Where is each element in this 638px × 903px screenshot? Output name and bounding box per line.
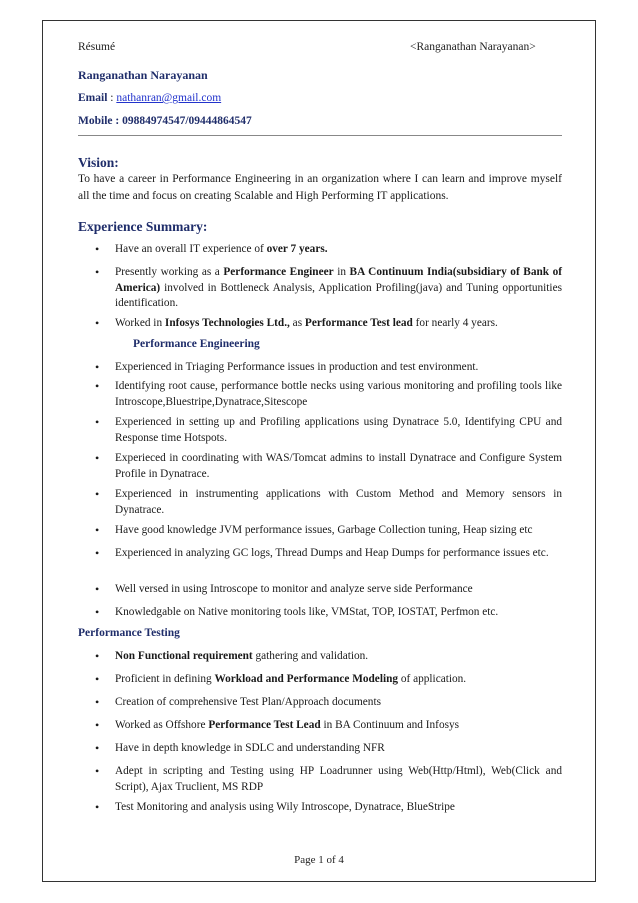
- list-item: • Experienced in instrumenting applications with Custom Method and Memory sensors in Dynatrace.: [95, 487, 562, 516]
- list-item: • Proficient in defining Workload and Performance Modeling of application.: [95, 672, 467, 686]
- list-item: • Non Functional requirement gathering and validation.: [95, 649, 369, 663]
- page-footer: Page 1 of 4: [294, 854, 344, 866]
- list-item: • Creation of comprehensive Test Plan/Approach documents: [95, 695, 381, 709]
- vision-heading: Vision:: [78, 155, 119, 170]
- candidate-name: Ranganathan Narayanan: [78, 68, 208, 82]
- header-divider: [78, 135, 562, 136]
- list-item: • Well versed in using Introscope to monitor and analyze serve side Performance: [95, 582, 473, 596]
- list-item: • Presently working as a Performance Engineer in BA Continuum India(subsidiary of Bank of America) involved in Bottleneck Analysis, Application Profiling(java) and Tuning opportunities identification.: [95, 265, 563, 309]
- list-item: • Experienced in Triaging Performance issues in production and test environment.: [95, 360, 479, 374]
- vision-text: To have a career in Performance Engineering in an organization where I can learn and improve myself all the time and focus on creating Scalable and High Performing IT applications.: [78, 173, 562, 202]
- list-item: • Have an overall IT experience of over 7 years.: [95, 242, 328, 256]
- email-label: Email: [78, 92, 108, 104]
- mobile-number: 09884974547/09444864547: [122, 115, 252, 127]
- list-item: • Adept in scripting and Testing using HP Loadrunner using Web(Http/Html), Web(Click and Script), Ajax Truclient, MS RDP: [95, 764, 562, 793]
- list-item: • Have in depth knowledge in SDLC and understanding NFR: [95, 741, 385, 755]
- list-item: • Identifying root cause, performance bottle necks using various monitoring and profiling tools like Introscope,Bluestripe,Dynatrace,Sitescope: [95, 379, 562, 408]
- perf-testing-heading: Performance Testing: [78, 627, 180, 639]
- email-link[interactable]: nathanran@gmail.com: [116, 92, 222, 104]
- list-item: • Worked in Infosys Technologies Ltd., as Performance Test lead for nearly 4 years.: [95, 316, 498, 330]
- list-item: • Knowledgable on Native monitoring tools like, VMStat, TOP, IOSTAT, Perfmon etc.: [95, 605, 499, 619]
- list-item: • Worked as Offshore Performance Test Lead in BA Continuum and Infosys: [95, 718, 460, 732]
- mobile-line: Mobile : 09884974547/09444864547: [78, 115, 252, 127]
- list-item: • Experieced in coordinating with WAS/Tomcat admins to install Dynatrace and Configure System Profile in Dynatrace.: [95, 451, 562, 480]
- mobile-label: Mobile: [78, 115, 113, 127]
- list-item: • Experienced in analyzing GC logs, Thread Dumps and Heap Dumps for performance issues etc.: [95, 546, 549, 560]
- header-name: <Ranganathan Narayanan>: [410, 41, 536, 53]
- email-line: Email : nathanran@gmail.com: [78, 92, 222, 104]
- list-item: • Have good knowledge JVM performance issues, Garbage Collection tuning, Heap sizing etc: [95, 523, 533, 537]
- perf-engineering-heading: Performance Engineering: [133, 338, 260, 350]
- experience-heading: Experience Summary:: [78, 219, 208, 234]
- list-item: • Experienced in setting up and Profiling applications using Dynatrace 5.0, Identifying CPU and Response time Hotspots.: [95, 415, 562, 444]
- list-item: • Test Monitoring and analysis using Wily Introscope, Dynatrace, BlueStripe: [95, 800, 455, 814]
- header-title: Résumé: [78, 41, 116, 53]
